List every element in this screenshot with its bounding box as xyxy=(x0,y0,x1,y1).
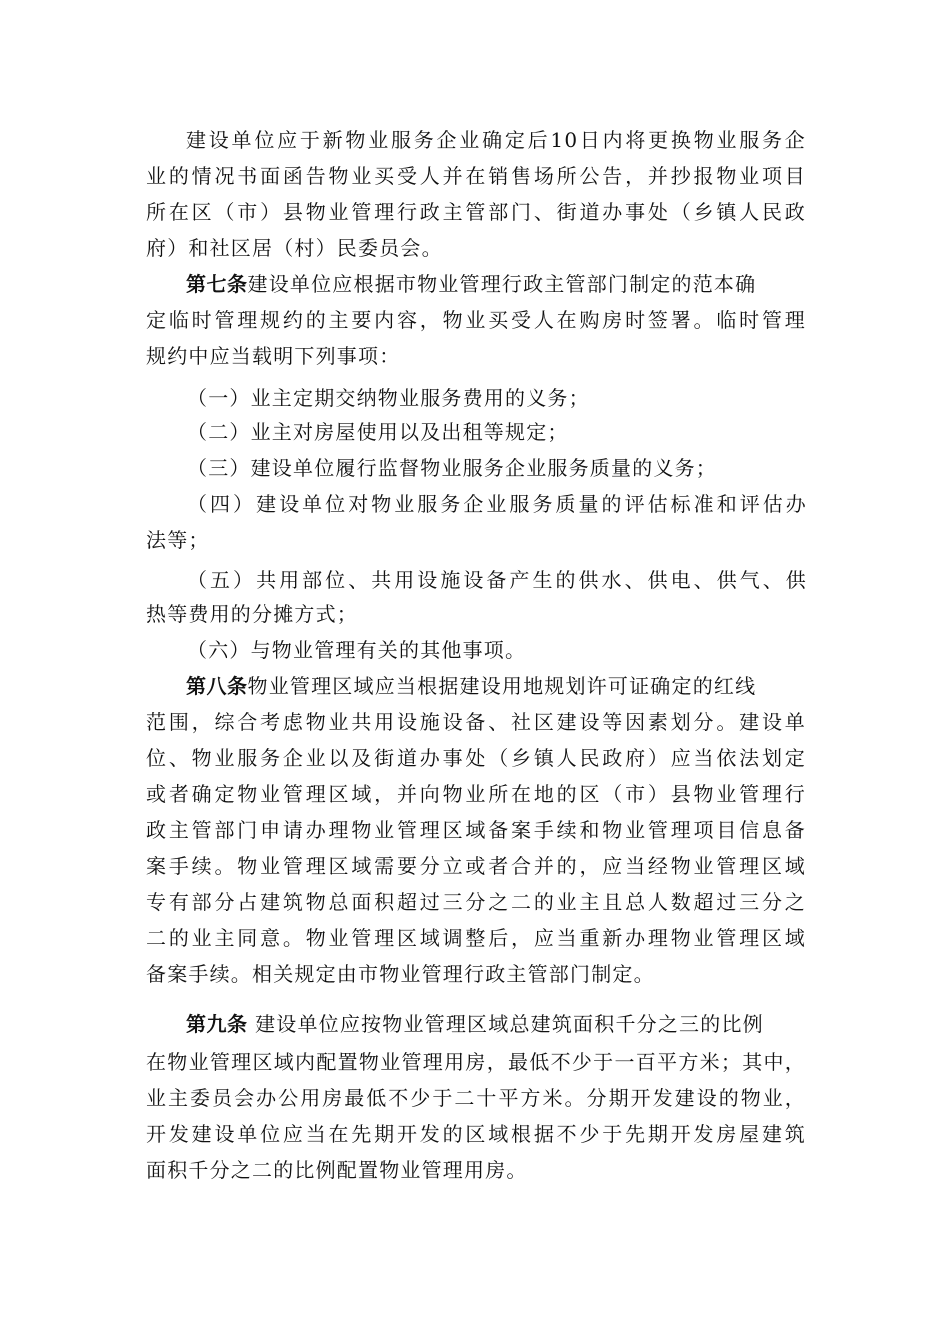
text-line: 范围，综合考虑物业共用设施设备、社区建设等因素划分。建设单 xyxy=(146,710,806,734)
text-line: 热等费用的分摊方式； xyxy=(146,602,358,626)
text-line: 规约中应当载明下列事项： xyxy=(146,344,401,368)
text-line: 面积千分之二的比例配置物业管理用房。 xyxy=(146,1158,528,1182)
list-item: （六）与物业管理有关的其他事项。 xyxy=(187,638,527,662)
text-line: 建设单位应按物业管理区域总建筑面积千分之三的比例 xyxy=(255,1012,764,1036)
text-line: 政主管部门申请办理物业管理区域备案手续和物业管理项目信息备 xyxy=(146,818,806,842)
text-line: 或者确定物业管理区域，并向物业所在地的区（市）县物业管理行 xyxy=(146,782,806,806)
list-item: （四）建设单位对物业服务企业服务质量的评估标准和评估办 xyxy=(187,492,807,516)
list-item: （三）建设单位履行监督物业服务企业服务质量的义务； xyxy=(187,456,717,480)
text-line: 专有部分占建筑物总面积超过三分之二的业主且总人数超过三分之 xyxy=(146,890,806,914)
text-line: 府）和社区居（村）民委员会。 xyxy=(146,236,443,260)
text-line: 建设单位应于新物业服务企业确定后10日内将更换物业服务企 xyxy=(186,128,806,152)
article-8-title: 第八条 xyxy=(186,674,248,698)
article-9-first-line xyxy=(186,1006,806,1042)
text-line: 所在区（市）县物业管理行政主管部门、街道办事处（乡镇人民政 xyxy=(146,200,806,224)
text-line: 建设单位应根据市物业管理行政主管部门制定的范本确 xyxy=(247,272,757,296)
article-8-first-line xyxy=(186,668,806,704)
text-line: 业主委员会办公用房最低不少于二十平方米。分期开发建设的物业， xyxy=(146,1086,806,1110)
text-line: 位、物业服务企业以及街道办事处（乡镇人民政府）应当依法划定 xyxy=(146,746,806,770)
text-line: 开发建设单位应当在先期开发的区域根据不少于先期开发房屋建筑 xyxy=(146,1122,806,1146)
text-line: 在物业管理区域内配置物业管理用房，最低不少于一百平方米；其中， xyxy=(146,1050,806,1074)
text-line: 案手续。物业管理区域需要分立或者合并的，应当经物业管理区域 xyxy=(146,854,806,878)
list-item: （五）共用部位、共用设施设备产生的供水、供电、供气、供 xyxy=(187,568,807,592)
list-item: （一）业主定期交纳物业服务费用的义务； xyxy=(187,386,590,410)
text-line: 备案手续。相关规定由市物业管理行政主管部门制定。 xyxy=(146,962,655,986)
list-item: （二）业主对房屋使用以及出租等规定； xyxy=(187,420,569,444)
text-line: 定临时管理规约的主要内容，物业买受人在购房时签署。临时管理 xyxy=(146,308,806,332)
text-line: 法等； xyxy=(146,528,210,552)
text-line: 物业管理区域应当根据建设用地规划许可证确定的红线 xyxy=(247,674,757,698)
article-9-title: 第九条 xyxy=(186,1012,248,1036)
text-line: 二的业主同意。物业管理区域调整后，应当重新办理物业管理区域 xyxy=(146,926,806,950)
article-7-first-line xyxy=(186,266,806,302)
article-7-title: 第七条 xyxy=(186,272,248,296)
text-line: 业的情况书面函告物业买受人并在销售场所公告，并抄报物业项目 xyxy=(146,164,806,188)
